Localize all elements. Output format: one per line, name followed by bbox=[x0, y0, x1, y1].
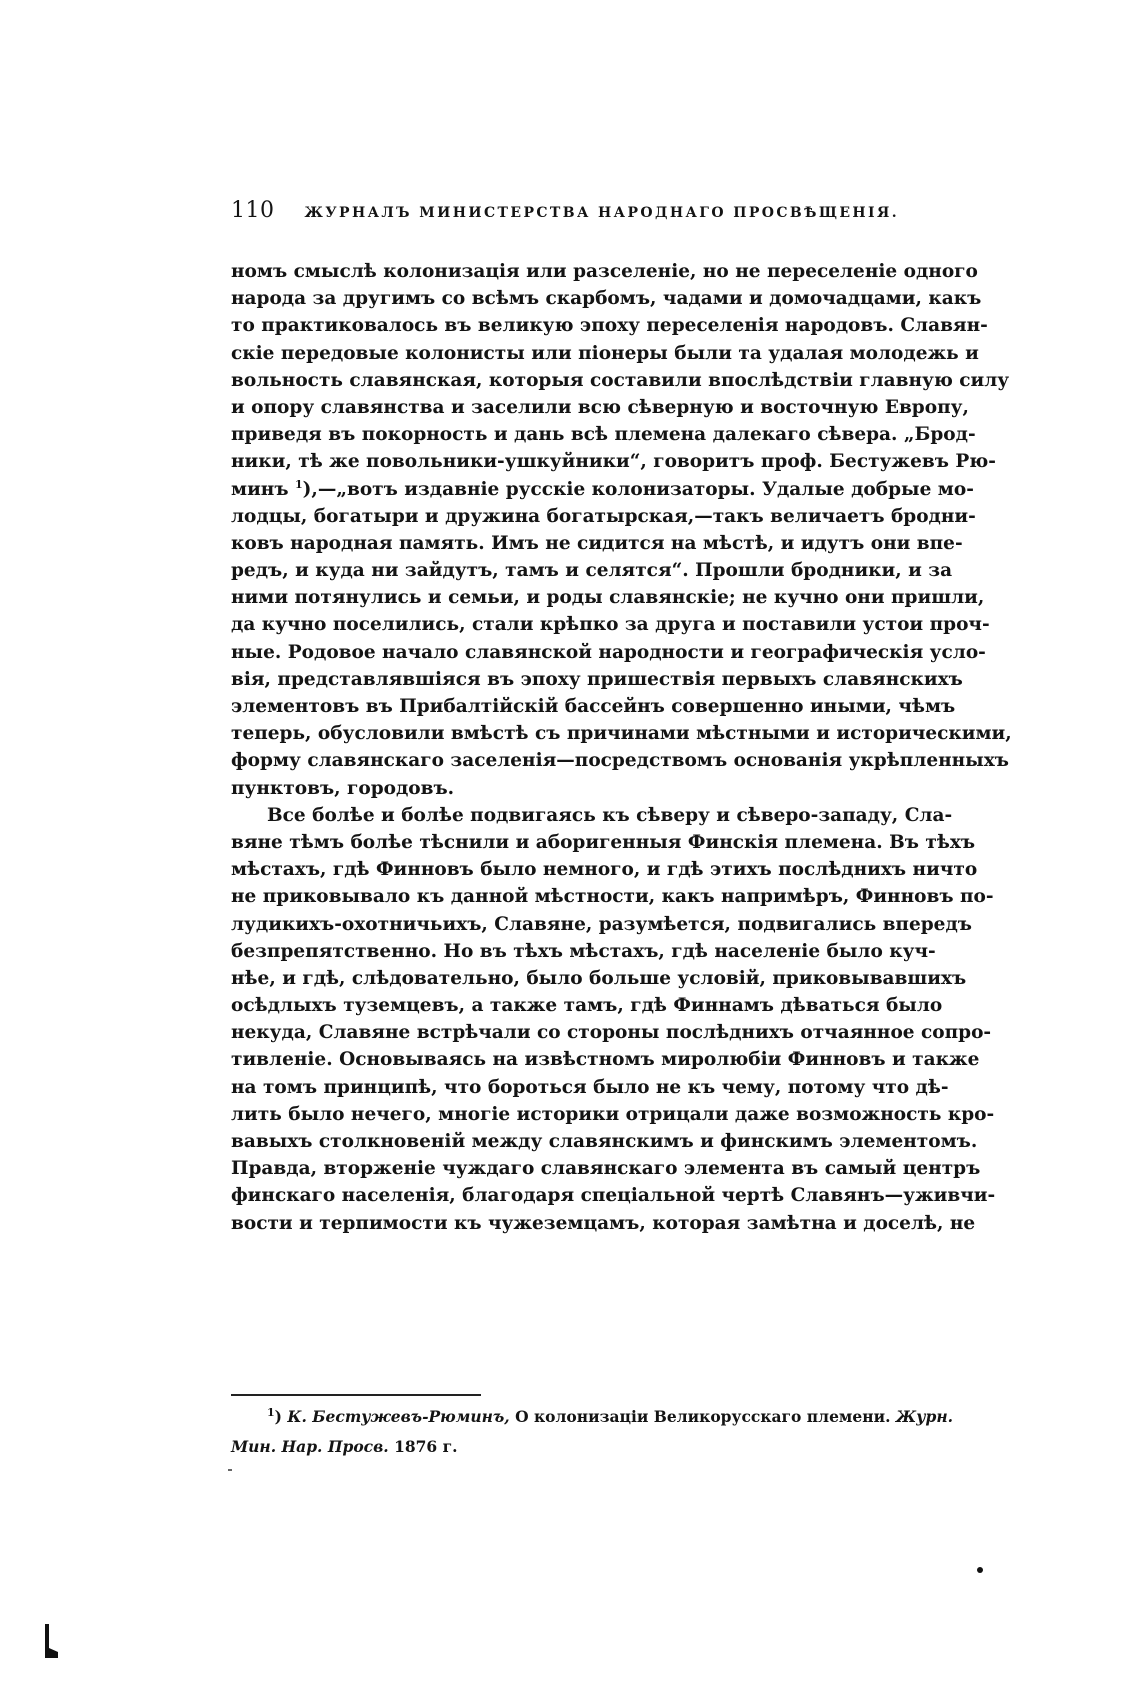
footnote-year: 1876 г. bbox=[394, 1437, 458, 1456]
text-line: форму славянскаго заселенія—посредствомъ основанія укрѣпленныхъ bbox=[231, 750, 1009, 772]
text-line: вяне тѣмъ болѣе тѣснили и аборигенныя Финскія племена. Въ тѣхъ bbox=[231, 831, 976, 853]
text-line: народа за другимъ со всѣмъ скарбомъ, чадами и домочадцами, какъ bbox=[231, 288, 982, 310]
text-line: вости и терпимости къ чужеземцамъ, которая замѣтна и доселѣ, не bbox=[231, 1212, 976, 1234]
footnote-journal: Журн. bbox=[895, 1407, 954, 1426]
text-line: нѣе, и гдѣ, слѣдовательно, было больше условій, приковывавшихъ bbox=[231, 967, 967, 989]
text-line: номъ смыслѣ колонизація или разселеніе, но не переселеніе одного bbox=[231, 261, 978, 282]
text-line: вольность славянская, которыя составили впослѣдствіи главную силу bbox=[231, 369, 1010, 391]
text-line: лить было нечего, многіе историки отрицали даже возможность кро- bbox=[231, 1103, 995, 1125]
text-line: лодцы, богатыри и дружина богатырская,—такъ величаетъ бродни- bbox=[231, 505, 976, 527]
footnote bbox=[231, 1402, 954, 1462]
scan-speck bbox=[977, 1567, 983, 1573]
text-line: вавыхъ столкновеній между славянскимъ и финскимъ элементомъ. bbox=[231, 1131, 978, 1152]
page-number: 110 bbox=[231, 198, 275, 223]
footnote-title: О колонизаціи Великорусскаго племени. bbox=[515, 1407, 891, 1426]
footnote-ref: 1 bbox=[294, 477, 303, 491]
scan-corner-mark bbox=[44, 1624, 58, 1658]
text-line: то практиковалось въ великую эпоху переселенія народовъ. Славян- bbox=[231, 315, 988, 337]
text-line: ники, тѣ же повольники-ушкуйники“, говоритъ проф. Бестужевъ Рю- bbox=[231, 451, 996, 473]
text-line: Все болѣе и болѣе подвигаясь къ сѣверу и сѣверо-западу, Сла- bbox=[267, 804, 953, 826]
text-line: да кучно поселились, стали крѣпко за друга и поставили устои проч- bbox=[231, 614, 990, 636]
text-line: безпрепятственно. Но въ тѣхъ мѣстахъ, гдѣ населеніе было куч- bbox=[231, 940, 936, 962]
text-line: Правда, вторженіе чуждаго славянскаго элемента въ самый центръ bbox=[231, 1158, 981, 1180]
page-header bbox=[231, 198, 899, 230]
text-fragment: минъ bbox=[231, 478, 289, 500]
text-line: тивленіе. Основываясь на извѣстномъ миролюбіи Финновъ и также bbox=[231, 1049, 980, 1071]
running-head: ЖУРНАЛЪ МИНИСТЕРСТВА НАРОДНАГО ПРОСВѢЩЕНІЯ. bbox=[304, 205, 900, 221]
body-text bbox=[231, 258, 1012, 1237]
text-fragment: ),—„вотъ издавніе русскіе колонизаторы. Удалые добрые мо- bbox=[302, 478, 974, 500]
text-line: не приковывало къ данной мѣстности, какъ напримѣръ, Финновъ по- bbox=[231, 886, 994, 908]
footnote-divider bbox=[231, 1394, 481, 1396]
scan-speck bbox=[228, 1469, 232, 1471]
text-line: ними потянулись и семьи, и роды славянскіе; не кучно они пришли, bbox=[231, 587, 985, 609]
text-line: приведя въ покорность и дань всѣ племена далекаго сѣвера. „Брод- bbox=[231, 424, 976, 446]
footnote-marker: 1 bbox=[267, 1405, 275, 1419]
footnote-line bbox=[231, 1432, 899, 1462]
text-line: некуда, Славяне встрѣчали со стороны послѣднихъ отчаянное сопро- bbox=[231, 1022, 992, 1044]
text-line: мѣстахъ, гдѣ Финновъ было немного, и гдѣ этихъ послѣднихъ ничто bbox=[231, 859, 978, 881]
footnote-author: К. Бестужевъ-Рюминъ, bbox=[287, 1407, 510, 1426]
text-line: вія, представлявшіяся въ эпоху пришествія первыхъ славянскихъ bbox=[231, 668, 963, 690]
text-line: лудикихъ-охотничьихъ, Славяне, разумѣется, подвигались впередъ bbox=[231, 913, 972, 935]
text-line: ковъ народная память. Имъ не сидится на мѣстѣ, и идутъ они впе- bbox=[231, 532, 963, 554]
text-line: осѣдлыхъ туземцевъ, а также тамъ, гдѣ Финнамъ дѣваться было bbox=[231, 995, 943, 1017]
text-line: ные. Родовое начало славянской народности и географическія усло- bbox=[231, 641, 986, 663]
footnote-line bbox=[231, 1402, 954, 1432]
text-line: пунктовъ, городовъ. bbox=[231, 777, 455, 799]
footnote-journal: Мин. Нар. Просв. bbox=[231, 1437, 389, 1456]
text-line: теперь, обусловили вмѣстѣ съ причинами мѣстными и историческими, bbox=[231, 723, 1012, 745]
footnote-paren: ) bbox=[274, 1407, 282, 1426]
text-line: финскаго населенія, благодаря спеціальной чертѣ Славянъ—уживчи- bbox=[231, 1185, 996, 1207]
text-line: элементовъ въ Прибалтійскій бассейнъ совершенно иными, чѣмъ bbox=[231, 696, 956, 717]
text-line: и опору славянства и заселили всю сѣверную и восточную Европу, bbox=[231, 396, 969, 418]
text-line: редъ, и куда ни зайдутъ, тамъ и селятся“. Прошли бродники, и за bbox=[231, 560, 953, 582]
text-line-with-footnote-ref bbox=[231, 476, 974, 503]
text-line: на томъ принципѣ, что бороться было не къ чему, потому что дѣ- bbox=[231, 1076, 949, 1098]
text-line: скіе передовые колонисты или піонеры были та удалая молодежь и bbox=[231, 342, 979, 364]
